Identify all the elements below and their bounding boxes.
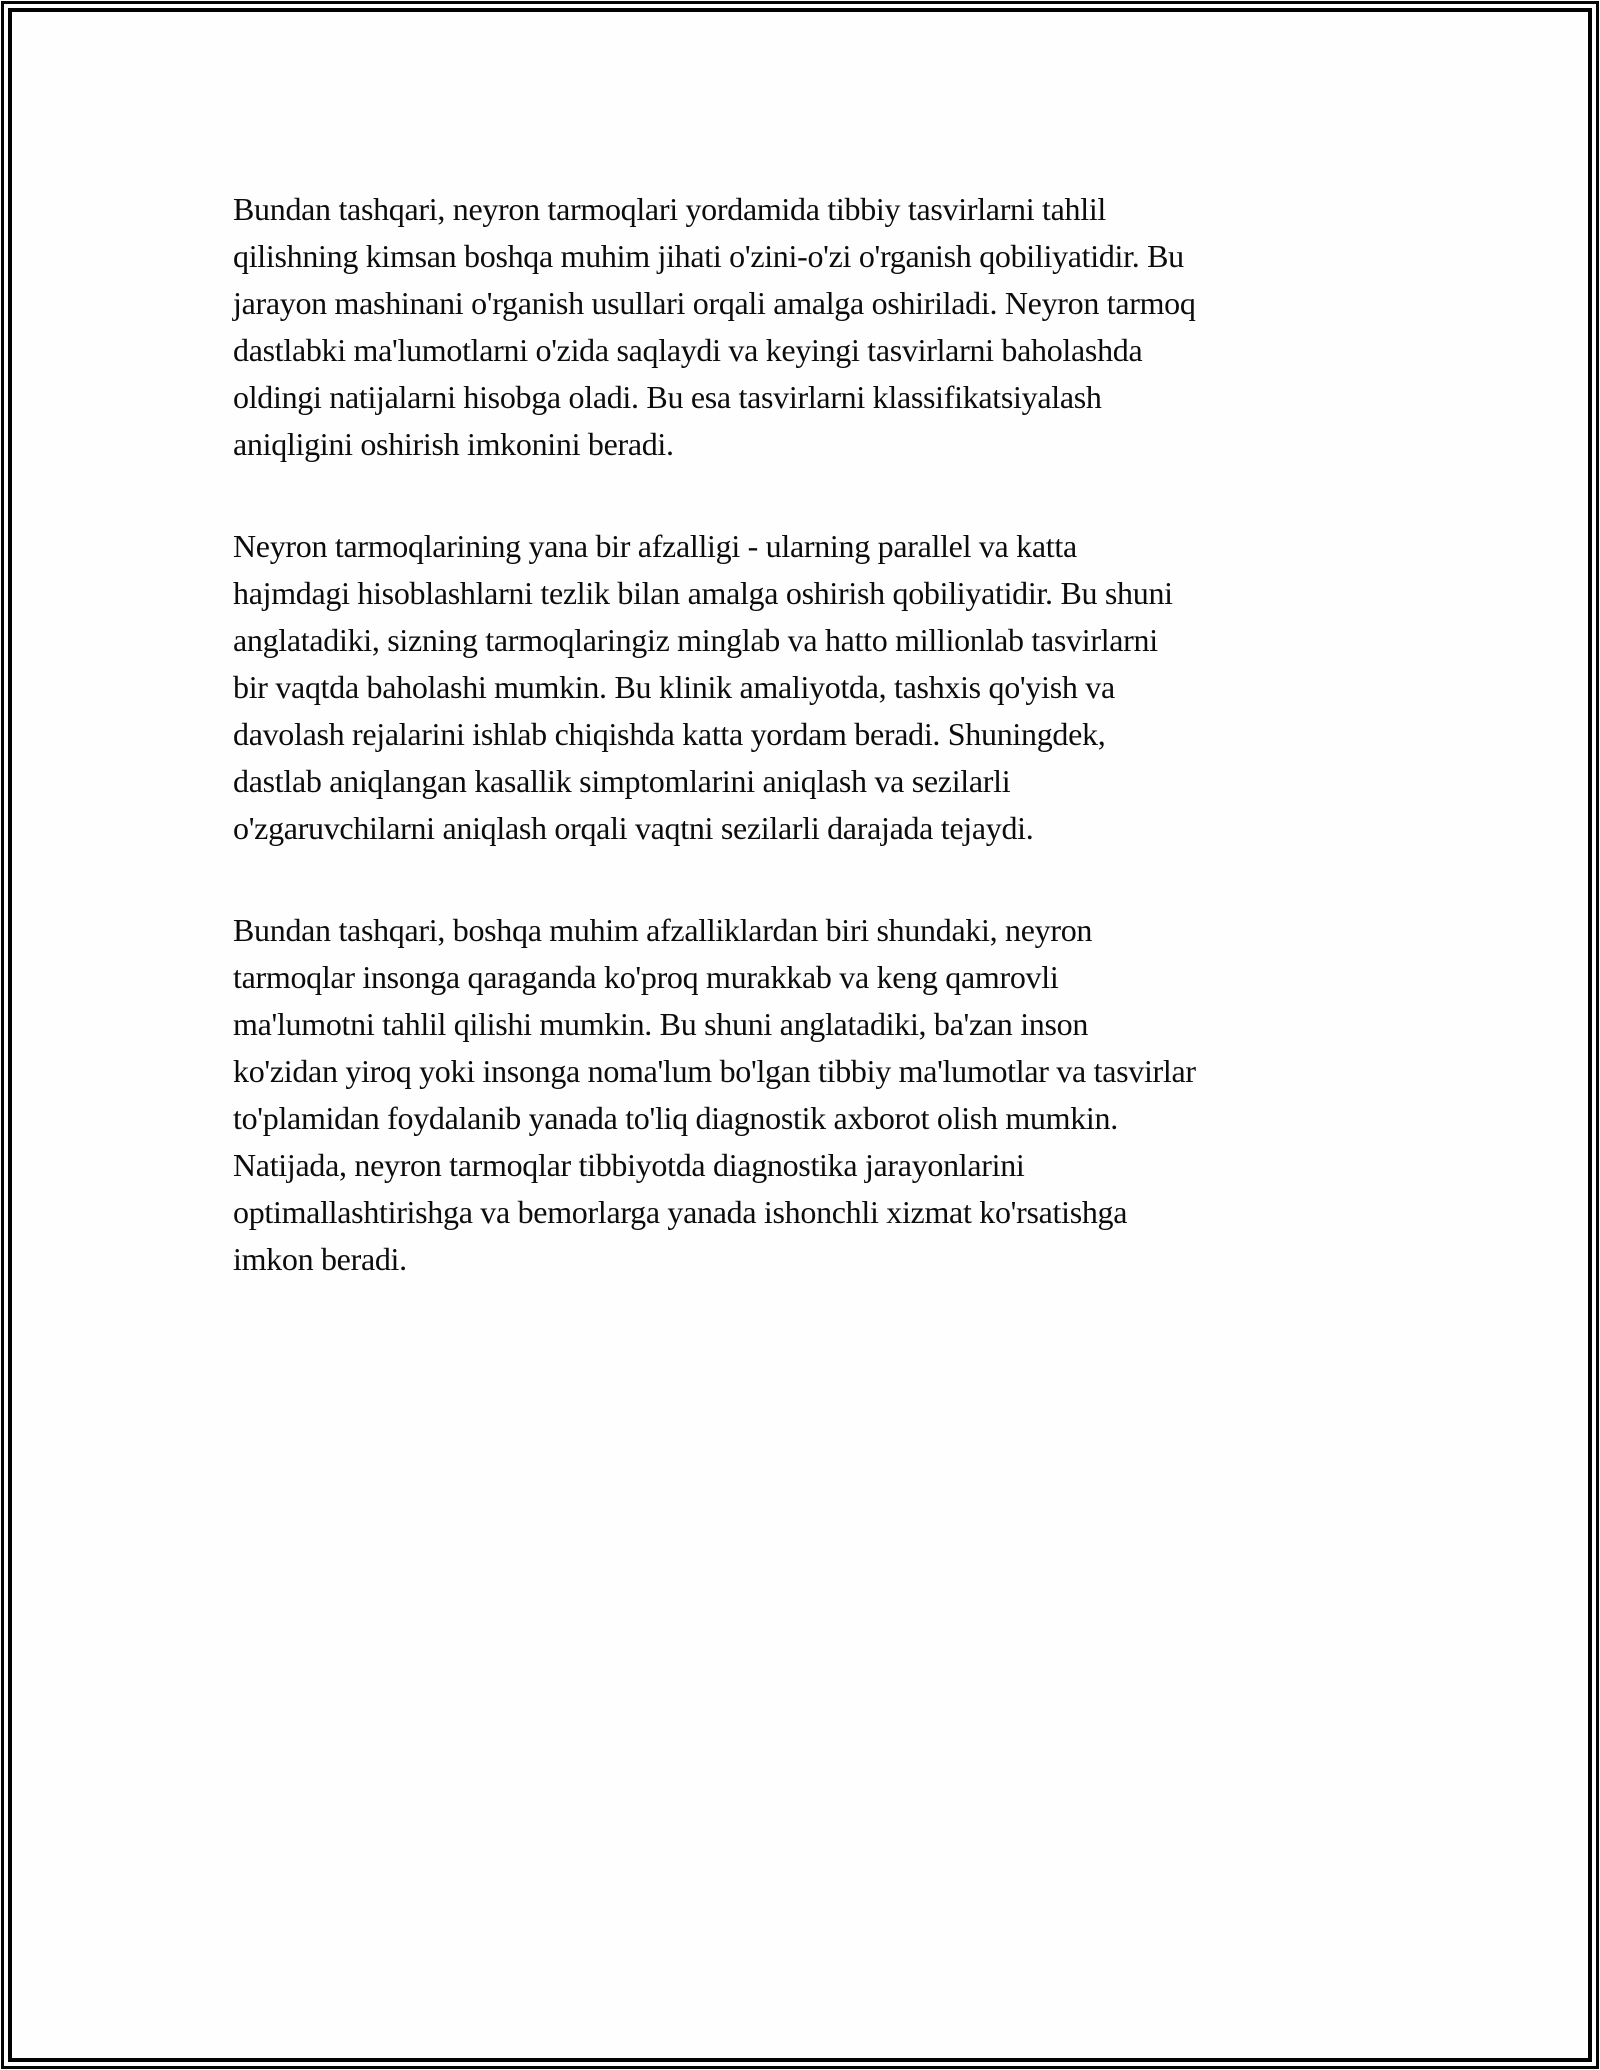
text-line: bir vaqtda baholashi mumkin. Bu klinik amaliyotda, tashxis qo'yish va [233,669,1115,705]
text-line: dastlabki ma'lumotlarni o'zida saqlaydi va keyingi tasvirlarni baholashda [233,332,1143,368]
document-body [233,186,1373,1338]
text-line: o'zgaruvchilarni aniqlash orqali vaqtni sezilarli darajada tejaydi. [233,810,1034,846]
text-line: aniqligini oshirish imkonini beradi. [233,426,674,462]
text-line: jarayon mashinani o'rganish usullari orqali amalga oshiriladi. Neyron tarmoq [233,285,1196,321]
text-line: ma'lumotni tahlil qilishi mumkin. Bu shuni anglatadiki, ba'zan inson [233,1006,1089,1042]
text-line: qilishning kimsan boshqa muhim jihati o'zini-o'zi o'rganish qobiliyatidir. Bu [233,238,1184,274]
text-line: oldingi natijalarni hisobga oladi. Bu esa tasvirlarni klassifikatsiyalash [233,379,1102,415]
text-line: Bundan tashqari, neyron tarmoqlari yordamida tibbiy tasvirlarni tahlil [233,191,1107,227]
text-line: optimallashtirishga va bemorlarga yanada ishonchli xizmat ko'rsatishga [233,1194,1128,1230]
text-line: hajmdagi hisoblashlarni tezlik bilan amalga oshirish qobiliyatidir. Bu shuni [233,575,1173,611]
paragraph-2 [233,523,1373,852]
text-line: Natijada, neyron tarmoqlar tibbiyotda diagnostika jarayonlarini [233,1147,1025,1183]
text-line: davolash rejalarini ishlab chiqishda katta yordam beradi. Shuningdek, [233,716,1106,752]
text-line: anglatadiki, sizning tarmoqlaringiz minglab va hatto millionlab tasvirlarni [233,622,1158,658]
text-line: Neyron tarmoqlarining yana bir afzalligi - ularning parallel va katta [233,528,1077,564]
text-line: imkon beradi. [233,1241,407,1277]
text-line: tarmoqlar insonga qaraganda ko'proq murakkab va keng qamrovli [233,959,1059,995]
paragraph-3 [233,907,1373,1283]
text-line: dastlab aniqlangan kasallik simptomlarini aniqlash va sezilarli [233,763,1011,799]
text-line: Bundan tashqari, boshqa muhim afzalliklardan biri shundaki, neyron [233,912,1093,948]
text-line: ko'zidan yiroq yoki insonga noma'lum bo'lgan tibbiy ma'lumotlar va tasvirlar [233,1053,1196,1089]
text-line: to'plamidan foydalanib yanada to'liq diagnostik axborot olish mumkin. [233,1100,1118,1136]
paragraph-1 [233,186,1373,468]
